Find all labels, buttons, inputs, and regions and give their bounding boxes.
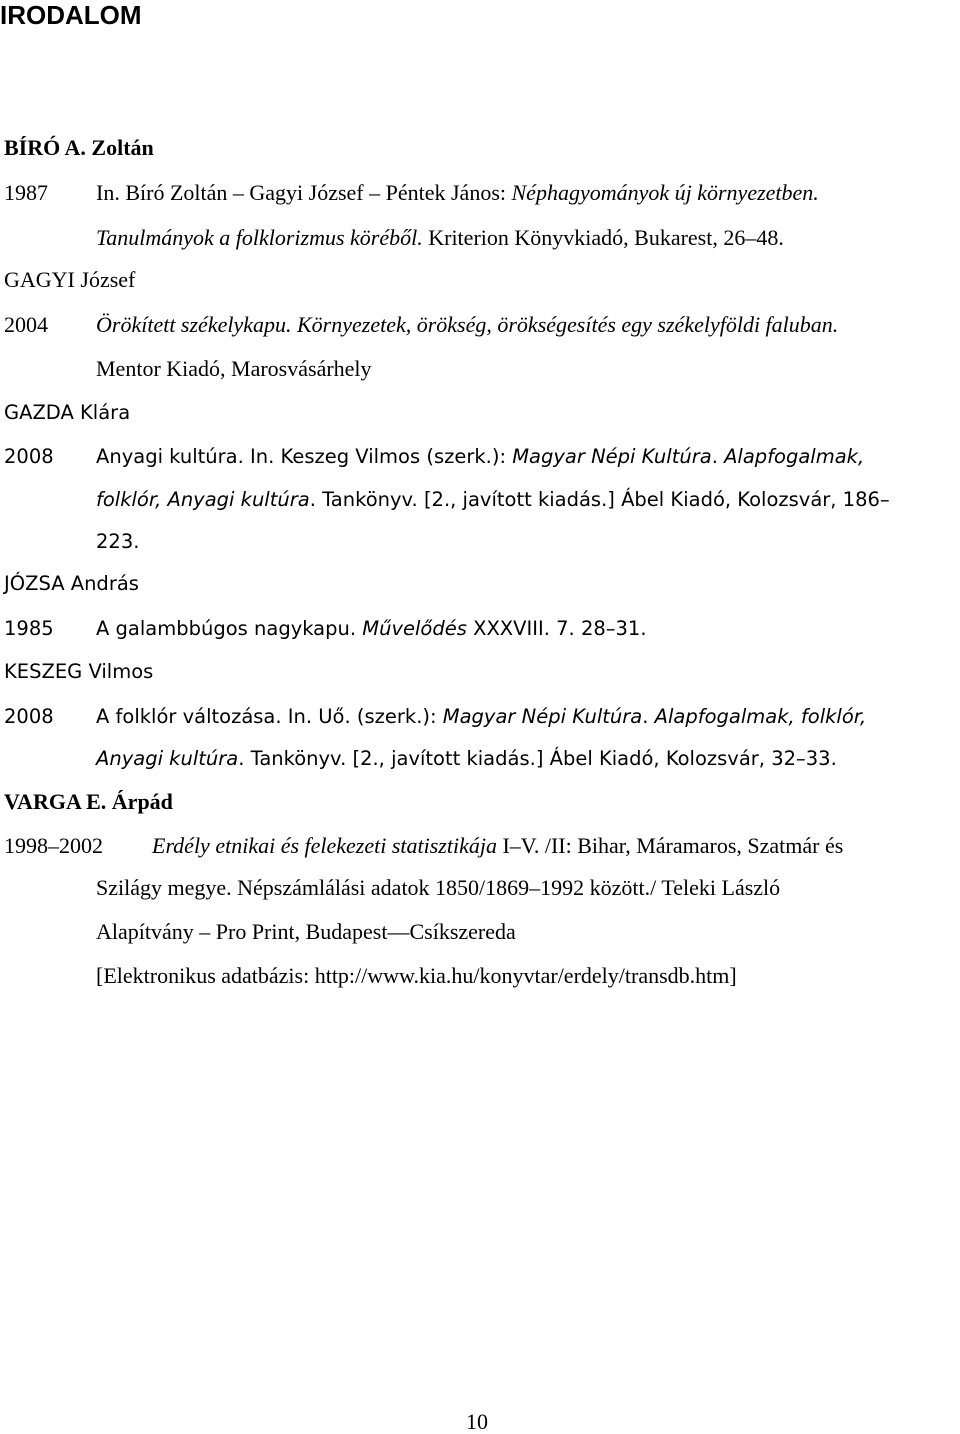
reference-text: Szilágy megye. Népszámlálási adatok 1850/1869–1992 között./ Teleki László <box>96 875 781 900</box>
author-heading: GAGYI József <box>4 267 136 292</box>
reference-title: Tanulmányok a folklorizmus köréből. <box>96 225 423 250</box>
reference-text: . Tankönyv. [2., javított kiadás.] Ábel Kiadó, Kolozsvár, 186– <box>309 488 890 511</box>
reference-text: Kriterion Könyvkiadó, Bukarest, 26–48. <box>422 225 784 250</box>
author-heading: JÓZSA András <box>4 572 139 595</box>
reference-title: Magyar Népi Kultúra <box>442 705 643 728</box>
publication-year: 2004 <box>4 312 48 337</box>
reference-line <box>96 705 866 729</box>
reference-title: Örökített székelykapu. Környezetek, örökség, örökségesítés egy székelyföldi faluban. <box>96 312 839 337</box>
reference-line <box>96 876 780 900</box>
author-heading: BÍRÓ A. Zoltán <box>4 135 154 160</box>
reference-line <box>152 834 843 858</box>
publication-year: 2008 <box>4 445 54 468</box>
reference-text: Mentor Kiadó, Marosvásárhely <box>96 356 372 381</box>
reference-line <box>96 747 837 771</box>
reference-line <box>96 181 819 205</box>
reference-text: . <box>711 445 725 468</box>
reference-line <box>96 313 838 337</box>
reference-title: folklór, Anyagi kultúra <box>96 488 310 511</box>
reference-text: XXXVIII. 7. 28–31. <box>466 617 647 640</box>
reference-line <box>96 357 372 381</box>
reference-text: In. Bíró Zoltán – Gagyi József – Péntek János: <box>96 180 512 205</box>
reference-text: A folklór változása. In. Uő. (szerk.): <box>96 705 443 728</box>
publication-year: 2008 <box>4 705 54 728</box>
reference-title: Alapfogalmak, folklór, <box>654 705 867 728</box>
publication-year: 1998–2002 <box>4 833 103 858</box>
publication-year: 1987 <box>4 180 48 205</box>
reference-title: Anyagi kultúra <box>96 747 239 770</box>
reference-line <box>96 964 737 988</box>
reference-line <box>96 226 784 250</box>
author-heading: KESZEG Vilmos <box>4 660 154 683</box>
reference-text: [Elektronikus adatbázis: http://www.kia.hu/konyvtar/erdely/transdb.htm] <box>96 963 737 988</box>
reference-text: A galambbúgos nagykapu. <box>96 617 363 640</box>
reference-text: Anyagi kultúra. In. Keszeg Vilmos (szerk.): <box>96 445 513 468</box>
reference-title: Alapfogalmak, <box>724 445 865 468</box>
author-heading: GAZDA Klára <box>4 401 131 424</box>
reference-text: Alapítvány – Pro Print, Budapest—Csíkszereda <box>96 919 516 944</box>
reference-text: . Tankönyv. [2., javított kiadás.] Ábel Kiadó, Kolozsvár, 32–33. <box>238 747 837 770</box>
reference-text: . <box>642 705 655 728</box>
reference-line <box>96 530 139 554</box>
reference-line <box>96 617 647 641</box>
reference-title: Magyar Népi Kultúra <box>512 445 712 468</box>
reference-title: Néphagyományok új környezetben. <box>511 180 819 205</box>
reference-line <box>96 445 864 469</box>
reference-line <box>96 920 516 944</box>
reference-text: 223. <box>96 530 140 553</box>
author-heading: VARGA E. Árpád <box>4 789 173 814</box>
reference-title: Erdély etnikai és felekezeti statisztikája <box>152 833 497 858</box>
publication-year: 1985 <box>4 617 54 640</box>
reference-title: Művelődés <box>362 617 467 640</box>
page-number: 10 <box>466 1409 488 1434</box>
page-title: IRODALOM <box>0 0 142 30</box>
reference-line <box>96 488 890 512</box>
reference-text: I–V. /II: Bihar, Máramaros, Szatmár és <box>496 833 844 858</box>
